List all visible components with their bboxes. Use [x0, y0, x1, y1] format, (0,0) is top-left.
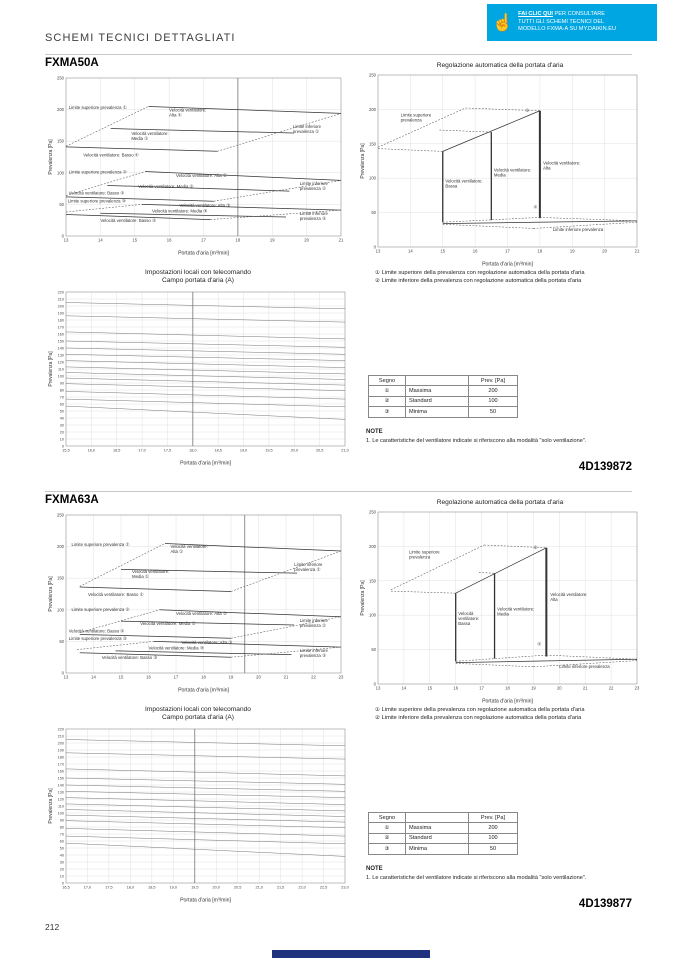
svg-text:19: 19 — [269, 237, 275, 243]
svg-text:150: 150 — [57, 575, 64, 581]
svg-text:80: 80 — [59, 825, 64, 830]
note-title: NOTE — [366, 866, 383, 872]
svg-text:140: 140 — [57, 346, 64, 351]
svg-text:13: 13 — [375, 685, 381, 691]
svg-text:Portata d'aria [m³/min]: Portata d'aria [m³/min] — [178, 250, 229, 257]
prevalenza-table — [368, 812, 518, 855]
svg-text:Limite inferiore: Limite inferiore — [294, 562, 323, 568]
page-number: 212 — [45, 922, 60, 932]
svg-text:prevalenza: prevalenza — [400, 117, 422, 123]
svg-text:50: 50 — [59, 846, 64, 851]
table-cell-name: Minima — [406, 844, 469, 854]
table-header-empty — [406, 813, 469, 823]
model-title: FXMA63A — [45, 494, 99, 506]
svg-text:20,5: 20,5 — [315, 448, 324, 453]
auto-regulation-chart — [358, 507, 642, 705]
svg-text:Portata d'aria [m³/min]: Portata d'aria [m³/min] — [482, 698, 533, 705]
svg-text:20: 20 — [59, 430, 64, 435]
svg-text:Portata d'aria [m³/min]: Portata d'aria [m³/min] — [180, 897, 231, 904]
svg-text:23: 23 — [634, 685, 640, 691]
drawing-code: 4D139872 — [578, 461, 632, 473]
svg-text:50: 50 — [371, 210, 376, 216]
svg-text:30: 30 — [59, 860, 64, 865]
svg-text:19: 19 — [228, 674, 234, 680]
svg-text:prevalenza: prevalenza — [409, 554, 431, 560]
svg-text:15: 15 — [118, 674, 124, 680]
svg-text:13: 13 — [63, 674, 69, 680]
svg-text:15: 15 — [132, 237, 138, 243]
svg-text:Velocità ventilatore:: Velocità ventilatore: — [550, 591, 588, 597]
table-cell-name: Standard — [406, 396, 469, 406]
svg-text:16: 16 — [146, 674, 151, 680]
table-row — [369, 407, 518, 417]
svg-text:18: 18 — [505, 685, 510, 691]
table-row — [369, 396, 518, 406]
svg-text:Portata d'aria [m³/min]: Portata d'aria [m³/min] — [180, 460, 231, 467]
svg-text:150: 150 — [369, 141, 376, 147]
table-cell-name: Minima — [406, 407, 469, 417]
footnote-1: ① Limite superiore della prevalenza con regolazione automatica della portata d'aria — [375, 707, 585, 713]
svg-text:16,5: 16,5 — [113, 448, 121, 453]
svg-text:②: ② — [533, 204, 538, 210]
svg-text:22,0: 22,0 — [298, 885, 306, 890]
svg-text:Bassa: Bassa — [458, 621, 471, 627]
svg-text:20: 20 — [602, 248, 607, 254]
svg-text:Velocità ventilatore:: Velocità ventilatore: — [131, 130, 169, 136]
svg-text:100: 100 — [57, 811, 64, 816]
svg-text:Velocità ventilatore: Basso ②: Velocità ventilatore: Basso ② — [68, 190, 125, 196]
fan-performance-chart — [46, 73, 346, 257]
svg-text:prevalenza ①: prevalenza ① — [294, 567, 321, 573]
svg-text:250: 250 — [369, 509, 376, 515]
svg-text:0: 0 — [61, 233, 64, 239]
hand-click-icon: ☝ — [492, 13, 514, 32]
svg-text:Velocità ventilatore: Basso ①: Velocità ventilatore: Basso ① — [83, 152, 139, 158]
svg-text:17: 17 — [173, 674, 179, 680]
banner-line1-bold: FAI CLIC QUI — [518, 10, 553, 17]
footnote-2: ② Limite inferiore della prevalenza con regolazione automatica della portata d'aria — [375, 714, 582, 721]
svg-text:Velocità ventilatore:: Velocità ventilatore: — [132, 569, 170, 575]
svg-text:140: 140 — [57, 783, 64, 788]
table-cell-symbol: ③ — [369, 407, 406, 417]
svg-text:16: 16 — [166, 237, 172, 243]
svg-text:Velocità ventilatore:: Velocità ventilatore: — [169, 107, 207, 113]
svg-text:160: 160 — [57, 332, 64, 337]
svg-text:16: 16 — [453, 685, 459, 691]
svg-text:Limite superiore: Limite superiore — [400, 112, 432, 118]
svg-text:20: 20 — [556, 685, 562, 691]
fan-performance-chart — [46, 510, 346, 694]
svg-text:150: 150 — [369, 578, 376, 584]
svg-text:①: ① — [533, 545, 538, 551]
svg-text:21: 21 — [283, 674, 289, 680]
table-cell-name: Massima — [406, 386, 469, 396]
svg-text:Prevalenza [Pa]: Prevalenza [Pa] — [48, 351, 54, 387]
svg-text:110: 110 — [57, 367, 64, 372]
table-row — [369, 833, 518, 843]
airflow-range-title-line2: Campo portata d'aria (A) — [162, 277, 234, 285]
svg-text:Bassa: Bassa — [445, 183, 458, 189]
svg-text:130: 130 — [57, 353, 64, 358]
table-cell-symbol: ① — [369, 823, 406, 833]
svg-text:100: 100 — [369, 612, 376, 618]
airflow-range-chart — [46, 724, 350, 904]
note-text: 1. Le caratteristiche del ventilatore indicate si riferiscono alla modalità "solo ventilazione". — [366, 874, 587, 881]
table-cell-symbol: ① — [369, 386, 406, 396]
table-cell-name: Massima — [406, 823, 469, 833]
divider — [45, 491, 632, 492]
svg-text:20,0: 20,0 — [290, 448, 298, 453]
svg-text:220: 220 — [57, 727, 64, 732]
svg-text:Prevalenza [Pa]: Prevalenza [Pa] — [48, 139, 54, 175]
svg-text:Alta ①: Alta ① — [170, 548, 183, 554]
svg-text:Limite superiore prevalenza ③: Limite superiore prevalenza ③ — [68, 636, 127, 642]
table-header-row — [369, 813, 518, 823]
svg-text:ventilatore:: ventilatore: — [458, 616, 480, 622]
svg-text:Velocità ventilatore: Basso ③: Velocità ventilatore: Basso ③ — [101, 655, 158, 661]
table-cell-symbol: ② — [369, 396, 406, 406]
svg-text:Media: Media — [493, 172, 506, 178]
svg-text:17: 17 — [479, 685, 484, 691]
svg-text:Limite inferiore prevalenza: Limite inferiore prevalenza — [552, 227, 604, 233]
svg-text:200: 200 — [57, 544, 64, 550]
table-header-prev: Prev. [Pa] — [469, 813, 518, 823]
svg-text:100: 100 — [57, 374, 64, 379]
svg-text:21: 21 — [634, 248, 640, 254]
svg-text:Prevalenza [Pa]: Prevalenza [Pa] — [48, 788, 54, 824]
svg-text:200: 200 — [369, 106, 376, 112]
svg-text:Velocità ventilatore: Alta ②: Velocità ventilatore: Alta ② — [176, 173, 227, 179]
svg-text:22: 22 — [608, 685, 614, 691]
svg-text:90: 90 — [59, 381, 64, 386]
svg-text:20: 20 — [256, 674, 261, 680]
svg-text:180: 180 — [57, 318, 64, 323]
airflow-range-title-line1: Impostazioni locali con telecomando — [145, 706, 251, 713]
banner-line2: TUTTI GLI SCHEMI TECNICI DEL — [518, 18, 605, 25]
table-cell-symbol: ③ — [369, 844, 406, 854]
svg-text:20: 20 — [304, 237, 309, 243]
svg-text:14: 14 — [91, 674, 96, 680]
svg-text:18,5: 18,5 — [214, 448, 222, 453]
svg-text:15: 15 — [427, 685, 433, 691]
svg-text:15,5: 15,5 — [62, 448, 70, 453]
chart-footnotes — [375, 707, 643, 722]
svg-text:0: 0 — [373, 244, 376, 250]
svg-text:50: 50 — [371, 647, 376, 653]
svg-text:40: 40 — [59, 853, 64, 858]
svg-text:17,5: 17,5 — [163, 448, 172, 453]
svg-text:10: 10 — [59, 874, 64, 879]
svg-text:Media: Media — [497, 611, 509, 617]
svg-text:19,0: 19,0 — [169, 885, 178, 890]
table-cell-value: 100 — [469, 833, 518, 843]
svg-text:250: 250 — [57, 512, 64, 518]
svg-text:130: 130 — [57, 790, 64, 795]
svg-text:90: 90 — [59, 818, 64, 823]
svg-text:Velocità ventilatore: Basso ②: Velocità ventilatore: Basso ② — [68, 628, 125, 634]
note-text: 1. Le caratteristiche del ventilatore indicate si riferiscono alla modalità "solo ventilazione". — [366, 437, 587, 444]
svg-text:Limite inferiore: Limite inferiore — [299, 180, 328, 186]
svg-text:18,0: 18,0 — [189, 448, 197, 453]
svg-text:19,0: 19,0 — [239, 448, 248, 453]
svg-text:20,5: 20,5 — [233, 885, 242, 890]
note-block — [366, 429, 646, 444]
svg-text:14: 14 — [98, 237, 103, 243]
table-cell-value: 200 — [469, 386, 518, 396]
table-cell-value: 50 — [469, 844, 518, 854]
svg-text:100: 100 — [57, 607, 64, 613]
svg-text:Limite inferiore prevalenza: Limite inferiore prevalenza — [559, 664, 610, 670]
svg-text:Velocità ventilatore:: Velocità ventilatore: — [543, 160, 581, 166]
svg-text:Velocità ventilatore: Media ②: Velocità ventilatore: Media ② — [140, 620, 196, 626]
svg-text:Limite inferiore: Limite inferiore — [299, 211, 328, 217]
svg-text:0: 0 — [373, 681, 376, 687]
svg-text:23: 23 — [338, 674, 344, 680]
svg-text:60: 60 — [59, 402, 64, 407]
daikin-info-banner[interactable] — [487, 4, 657, 41]
table-header-segno: Segno — [369, 813, 406, 823]
banner-text — [518, 11, 616, 34]
svg-text:150: 150 — [57, 776, 64, 781]
svg-text:10: 10 — [59, 437, 64, 442]
svg-text:Velocità: Velocità — [458, 611, 474, 617]
svg-text:17: 17 — [505, 248, 510, 254]
svg-text:18,0: 18,0 — [126, 885, 135, 890]
svg-text:22: 22 — [311, 674, 316, 680]
svg-text:Portata d'aria [m³/min]: Portata d'aria [m³/min] — [178, 687, 229, 694]
svg-text:Limite superiore: Limite superiore — [409, 549, 440, 555]
svg-text:170: 170 — [57, 325, 64, 330]
svg-text:160: 160 — [57, 769, 64, 774]
svg-text:18: 18 — [201, 674, 206, 680]
auto-regulation-chart — [358, 70, 642, 268]
svg-text:170: 170 — [57, 762, 64, 767]
table-header-prev: Prev. [Pa] — [469, 376, 518, 386]
svg-text:Alta: Alta — [543, 165, 551, 171]
auto-chart-title: Regolazione automatica della portata d'aria — [436, 499, 564, 506]
svg-text:21,5: 21,5 — [276, 885, 285, 890]
table-cell-name: Standard — [406, 833, 469, 843]
svg-text:190: 190 — [57, 311, 64, 316]
airflow-range-title-line1: Impostazioni locali con telecomando — [145, 269, 251, 276]
svg-text:Limite inferiore: Limite inferiore — [299, 617, 328, 623]
svg-text:Velocità ventilatore: Alta ③: Velocità ventilatore: Alta ③ — [181, 639, 233, 645]
svg-text:Velocità ventilatore: Alta ②: Velocità ventilatore: Alta ② — [176, 610, 227, 616]
svg-text:0: 0 — [61, 881, 64, 886]
model-title: FXMA50A — [45, 57, 99, 69]
svg-text:120: 120 — [57, 360, 64, 365]
svg-text:Limite superiore prevalenza ①: Limite superiore prevalenza ① — [71, 541, 130, 547]
svg-text:21,0: 21,0 — [255, 885, 263, 890]
svg-text:15: 15 — [440, 248, 446, 254]
svg-text:210: 210 — [57, 297, 64, 302]
table-header-empty — [406, 376, 469, 386]
svg-text:Velocità ventilatore: Media ③: Velocità ventilatore: Media ③ — [148, 645, 204, 651]
svg-text:180: 180 — [57, 755, 64, 760]
svg-text:prevalenza ①: prevalenza ① — [292, 128, 319, 134]
svg-text:13: 13 — [375, 248, 381, 254]
svg-text:Velocità ventilatore: Media ②: Velocità ventilatore: Media ② — [138, 183, 194, 189]
divider — [45, 54, 632, 55]
svg-text:Alta ①: Alta ① — [169, 112, 182, 118]
svg-text:200: 200 — [57, 304, 64, 309]
svg-text:Velocità ventilatore:: Velocità ventilatore: — [170, 543, 208, 549]
svg-text:Alta: Alta — [550, 596, 558, 602]
table-row — [369, 844, 518, 854]
svg-text:17,0: 17,0 — [138, 448, 146, 453]
svg-text:220: 220 — [57, 290, 64, 295]
note-block — [366, 866, 646, 881]
airflow-range-title-line2: Campo portata d'aria (A) — [162, 714, 234, 722]
svg-text:Prevalenza [Pa]: Prevalenza [Pa] — [360, 143, 366, 179]
svg-text:13: 13 — [63, 237, 69, 243]
svg-text:Velocità ventilatore:: Velocità ventilatore: — [445, 178, 483, 184]
svg-text:60: 60 — [59, 839, 64, 844]
footnote-2: ② Limite inferiore della prevalenza con regolazione automatica della portata d'aria — [375, 277, 582, 284]
svg-text:19: 19 — [531, 685, 536, 691]
svg-text:19,5: 19,5 — [191, 885, 199, 890]
table-header-segno: Segno — [369, 376, 406, 386]
svg-text:70: 70 — [59, 395, 64, 400]
table-cell-value: 200 — [469, 823, 518, 833]
note-title: NOTE — [366, 429, 383, 435]
svg-text:190: 190 — [57, 748, 64, 753]
airflow-range-title — [46, 706, 350, 723]
airflow-range-chart — [46, 287, 350, 467]
svg-text:Velocità ventilatore:: Velocità ventilatore: — [497, 606, 535, 612]
svg-text:Velocità ventilatore: Basso ③: Velocità ventilatore: Basso ③ — [100, 218, 156, 224]
svg-text:200: 200 — [369, 543, 376, 549]
svg-text:Portata d'aria [m³/min]: Portata d'aria [m³/min] — [482, 261, 533, 268]
svg-text:70: 70 — [59, 832, 64, 837]
svg-text:21: 21 — [582, 685, 588, 691]
svg-text:19: 19 — [569, 248, 575, 254]
footnote-1: ① Limite superiore della prevalenza con regolazione automatica della portata d'aria — [375, 270, 585, 276]
svg-text:110: 110 — [57, 804, 64, 809]
svg-text:Velocità ventilatore:: Velocità ventilatore: — [493, 167, 532, 173]
svg-text:17,5: 17,5 — [105, 885, 113, 890]
svg-text:Prevalenza [Pa]: Prevalenza [Pa] — [360, 580, 366, 616]
table-cell-symbol: ② — [369, 833, 406, 843]
svg-text:120: 120 — [57, 797, 64, 802]
svg-text:80: 80 — [59, 388, 64, 393]
svg-text:150: 150 — [57, 138, 64, 144]
svg-text:①: ① — [525, 108, 530, 114]
table-header-row — [369, 376, 518, 386]
svg-text:prevalenza ③: prevalenza ③ — [299, 216, 326, 222]
svg-text:Velocità ventilatore: Media ③: Velocità ventilatore: Media ③ — [151, 208, 208, 214]
svg-text:22,5: 22,5 — [319, 885, 328, 890]
svg-text:16: 16 — [472, 248, 478, 254]
svg-text:Limite superiore prevalenza ③: Limite superiore prevalenza ③ — [67, 198, 126, 204]
svg-text:14: 14 — [408, 248, 413, 254]
svg-text:20: 20 — [59, 867, 64, 872]
svg-text:210: 210 — [57, 734, 64, 739]
svg-text:19,5: 19,5 — [265, 448, 273, 453]
footer-bar — [272, 950, 430, 958]
svg-text:100: 100 — [369, 175, 376, 181]
table-cell-value: 100 — [469, 396, 518, 406]
svg-text:prevalenza ②: prevalenza ② — [299, 185, 326, 191]
svg-text:Limite superiore prevalenza ②: Limite superiore prevalenza ② — [71, 607, 130, 613]
chart-footnotes — [375, 270, 643, 285]
drawing-code: 4D139877 — [578, 898, 632, 910]
svg-text:50: 50 — [59, 409, 64, 414]
svg-text:18,5: 18,5 — [148, 885, 156, 890]
svg-text:50: 50 — [59, 201, 64, 207]
table-row — [369, 386, 518, 396]
svg-text:18: 18 — [537, 248, 543, 254]
svg-text:23,0: 23,0 — [341, 885, 349, 890]
svg-text:250: 250 — [57, 75, 64, 81]
svg-text:21,0: 21,0 — [341, 448, 349, 453]
svg-text:Limite superiore prevalenza ①: Limite superiore prevalenza ① — [68, 104, 127, 110]
svg-text:17,0: 17,0 — [83, 885, 92, 890]
svg-text:40: 40 — [59, 416, 64, 421]
svg-text:Velocità ventilatore: Basso ①: Velocità ventilatore: Basso ① — [88, 591, 144, 597]
svg-text:250: 250 — [369, 72, 376, 78]
svg-text:21: 21 — [338, 237, 344, 243]
svg-text:16,0: 16,0 — [87, 448, 96, 453]
svg-text:Limite inferiore: Limite inferiore — [299, 648, 328, 654]
svg-text:0: 0 — [61, 670, 64, 676]
table-cell-value: 50 — [469, 407, 518, 417]
svg-text:Limite superiore prevalenza ②: Limite superiore prevalenza ② — [68, 169, 127, 175]
svg-text:16,5: 16,5 — [62, 885, 70, 890]
auto-chart-title: Regolazione automatica della portata d'aria — [436, 62, 564, 69]
airflow-range-title — [46, 269, 350, 286]
svg-text:Media ①: Media ① — [131, 135, 149, 141]
svg-text:50: 50 — [59, 638, 64, 644]
svg-text:200: 200 — [57, 741, 64, 746]
svg-text:18: 18 — [235, 237, 241, 243]
svg-text:150: 150 — [57, 339, 64, 344]
svg-text:17: 17 — [201, 237, 206, 243]
svg-text:30: 30 — [59, 423, 64, 428]
banner-line3: MODELLO FXMA-A SU MY.DAIKIN.EU — [518, 26, 616, 33]
svg-text:②: ② — [537, 641, 542, 647]
svg-text:14: 14 — [401, 685, 407, 691]
svg-text:Prevalenza [Pa]: Prevalenza [Pa] — [48, 576, 54, 612]
svg-text:200: 200 — [57, 107, 64, 113]
svg-text:Media ①: Media ① — [132, 574, 149, 580]
svg-text:Velocità ventilatore: Alta ③: Velocità ventilatore: Alta ③ — [179, 202, 231, 208]
svg-text:prevalenza ③: prevalenza ③ — [299, 653, 326, 659]
svg-text:0: 0 — [61, 444, 64, 449]
svg-text:20,0: 20,0 — [212, 885, 220, 890]
page-title: SCHEMI TECNICI DETTAGLIATI — [45, 32, 236, 44]
svg-text:prevalenza ②: prevalenza ② — [299, 622, 326, 628]
svg-text:100: 100 — [57, 170, 64, 176]
prevalenza-table — [368, 375, 518, 418]
banner-line1-rest: PER CONSULTARE — [552, 10, 605, 17]
table-row — [369, 823, 518, 833]
svg-text:Limite inferiore: Limite inferiore — [292, 123, 322, 129]
